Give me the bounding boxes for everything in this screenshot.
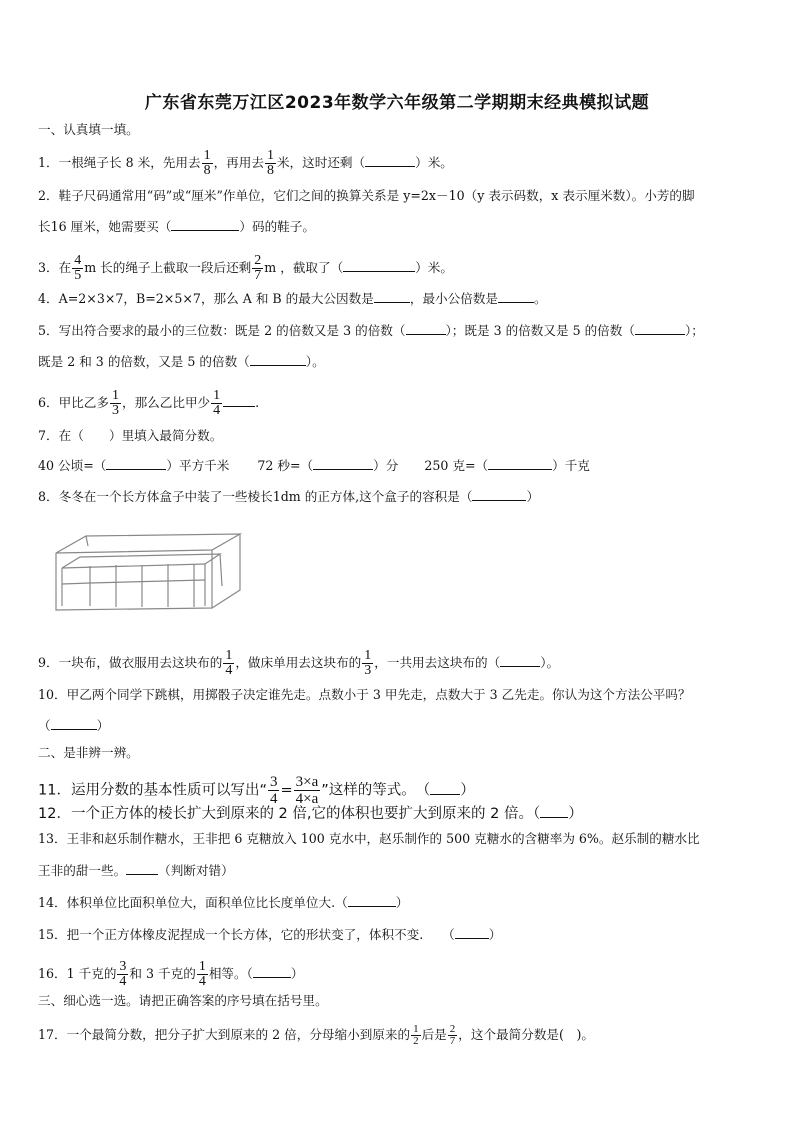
question-3: 3．在 $\frac{4}{5}$ m 长的绳子上截取一段后还剩 $\frac{2}{7}$ m ，截取了（ ）米。 — [38, 253, 453, 283]
question-13-line-1: 13．王非和赵乐制作糖水，王非把 6 克糖放入 100 克水中，赵乐制作的 500 克糖水的含糖率为 6%。赵乐制的糖水比 — [38, 831, 700, 846]
question-7-line-2: 40 公顷=（ ）平方千米 72 秒=（ ）分 250 克=（ ）千克 — [38, 458, 590, 473]
answer-blank[interactable] — [498, 290, 534, 303]
section-1-heading: 一、认真填一填。 — [38, 122, 139, 137]
question-13-line-2: 王非的甜一些。 （判断对错） — [38, 863, 234, 878]
question-10-line-1: 10．甲乙两个同学下跳棋，用掷骰子决定谁先走。点数小于 3 甲先走，点数大于 3 乙先走。你认为这个方法公平吗？ — [38, 687, 691, 702]
fraction: $\frac{2}{7}$ — [449, 1023, 456, 1047]
fraction: $\frac{2}{7}$ — [254, 253, 262, 283]
question-14: 14．体积单位比面积单位大，面积单位比长度单位大.（ ） — [38, 895, 409, 910]
answer-blank[interactable] — [171, 218, 239, 231]
question-1: 1．一根绳子长 8 米，先用去 $\frac{1}{8}$ ，再用去 $\frac{1}{8}$ 米，这时还剩（ ）米。 — [38, 148, 453, 178]
question-5-line-1: 5．写出符合要求的最小的三位数：既是 2 的倍数又是 3 的倍数（ ）；既是 3 的倍数又是 5 的倍数（ ）； — [38, 323, 704, 338]
answer-blank[interactable] — [250, 353, 306, 366]
fraction: $\frac{3\times a}{4\times a}$ — [295, 774, 319, 807]
question-9: 9．一块布，做衣服用去这块布的 $\frac{1}{4}$ ，做床单用去这块布的 $\frac{1}{3}$ ，一共用去这块布的（ ）。 — [38, 648, 560, 678]
section-2-heading: 二、是非辨一辨。 — [38, 745, 139, 760]
question-12: 12．一个正方体的棱长扩大到原来的 2 倍,它的体积也要扩大到原来的 2 倍。（ ） — [38, 806, 583, 822]
question-8: 8．冬冬在一个长方体盒子中装了一些棱长1dm 的正方体,这个盒子的容积是（ ） — [38, 489, 540, 504]
answer-blank[interactable] — [365, 154, 415, 167]
answer-blank[interactable] — [472, 488, 526, 501]
fraction: $\frac{3}{4}$ — [119, 959, 127, 989]
fraction: $\frac{1}{4}$ — [198, 959, 206, 989]
answer-blank[interactable] — [348, 894, 396, 907]
answer-blank[interactable] — [51, 717, 97, 730]
answer-blank[interactable] — [430, 782, 460, 795]
answer-blank[interactable] — [253, 965, 291, 978]
answer-blank[interactable] — [343, 259, 415, 272]
answer-blank[interactable] — [126, 862, 158, 875]
question-11: 11．运用分数的基本性质可以写出“ $\frac{3}{4}$ = $\frac{3\times a}{4\times a}$ ”这样的等式。 （ ） — [38, 774, 475, 807]
answer-blank[interactable] — [406, 322, 446, 335]
section-3-heading: 三、细心选一选。请把正确答案的序号填在括号里。 — [38, 993, 328, 1008]
question-15: 15．把一个正方体橡皮泥捏成一个长方体，它的形状变了，体积不变. （ ） — [38, 927, 502, 942]
fraction: $\frac{1}{4}$ — [225, 648, 233, 678]
fraction: $\frac{3}{4}$ — [269, 774, 278, 807]
answer-blank[interactable] — [223, 394, 255, 407]
answer-blank[interactable] — [500, 654, 540, 667]
fraction: $\frac{1}{8}$ — [203, 148, 211, 178]
question-2-line-1: 2．鞋子尺码通常用“码”或“厘米”作单位，它们之间的换算关系是 y=2x－10（y 表示码数，x 表示厘米数）。小芳的脚 — [38, 188, 695, 203]
fraction: $\frac{4}{5}$ — [74, 253, 82, 283]
question-4: 4．A=2×3×7，B=2×5×7，那么 A 和 B 的最大公因数是 ，最小公倍数是 。 — [38, 291, 547, 306]
fraction: $\frac{1}{2}$ — [413, 1023, 419, 1047]
question-5-line-2: 既是 2 和 3 的倍数，又是 5 的倍数（ ）。 — [38, 354, 325, 369]
answer-blank[interactable] — [455, 926, 489, 939]
answer-blank[interactable] — [488, 457, 552, 470]
box-with-cubes-figure — [50, 528, 244, 614]
question-17: 17．一个最简分数，把分子扩大到原来的 2 倍，分母缩小到原来的 $\frac{1}{2}$ 后是 $\frac{2}{7}$ ，这个最简分数是( )。 — [38, 1023, 595, 1047]
question-6: 6．甲比乙多 $\frac{1}{3}$ ，那么乙比甲少 $\frac{1}{4}$ . — [38, 388, 260, 418]
question-7-line-1: 7．在（ ）里填入最简分数。 — [38, 428, 223, 443]
fraction: $\frac{1}{8}$ — [266, 148, 274, 178]
answer-blank[interactable] — [313, 457, 373, 470]
page-title: 广东省东莞万江区2023年数学六年级第二学期期末经典模拟试题 — [144, 93, 650, 113]
question-10-line-2: （ ） — [38, 718, 110, 733]
question-16: 16．1 千克的 $\frac{3}{4}$ 和 3 千克的 $\frac{1}{4}$ 相等。（ ） — [38, 959, 304, 989]
question-2-line-2: 长16 厘米，她需要买（ ）码的鞋子。 — [38, 219, 315, 234]
fraction: $\frac{1}{4}$ — [213, 388, 221, 418]
answer-blank[interactable] — [635, 322, 685, 335]
fraction: $\frac{1}{3}$ — [364, 648, 372, 678]
fraction: $\frac{1}{3}$ — [111, 388, 119, 418]
answer-blank[interactable] — [106, 457, 166, 470]
answer-blank[interactable] — [540, 805, 568, 818]
answer-blank[interactable] — [374, 290, 410, 303]
